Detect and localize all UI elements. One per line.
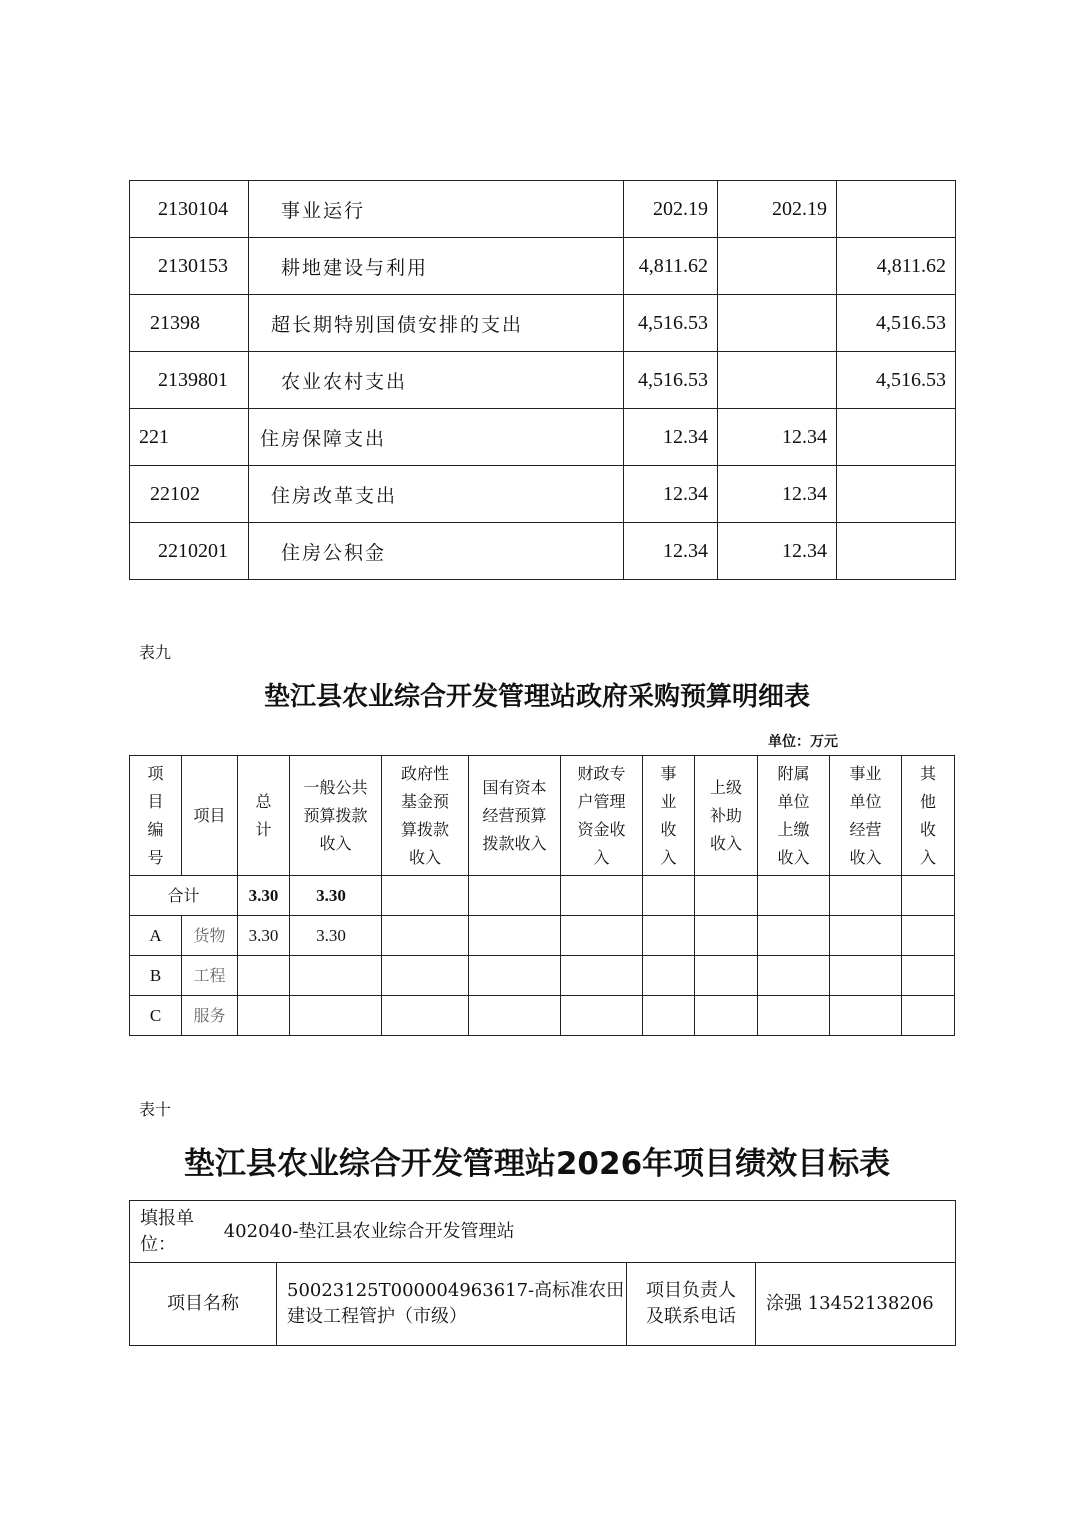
item-general: 3.30 bbox=[290, 916, 382, 956]
project-name-label: 项目名称 bbox=[130, 1263, 277, 1346]
empty-cell bbox=[830, 956, 902, 996]
subject-name: 农业农村支出 bbox=[249, 352, 624, 409]
empty-cell bbox=[643, 916, 695, 956]
general-value bbox=[718, 238, 837, 295]
empty-cell bbox=[695, 956, 758, 996]
column-header: 项目 bbox=[182, 756, 238, 876]
item-code: C bbox=[130, 996, 182, 1036]
total-value: 4,516.53 bbox=[624, 295, 718, 352]
empty-cell bbox=[902, 956, 955, 996]
empty-cell bbox=[695, 916, 758, 956]
table-row bbox=[130, 352, 956, 409]
column-header: 国有资本 经营预算 拨款收入 bbox=[469, 756, 561, 876]
other-value: 4,516.53 bbox=[837, 295, 956, 352]
subject-code: 22102 bbox=[130, 466, 249, 523]
empty-cell bbox=[382, 916, 469, 956]
table-row bbox=[130, 295, 956, 352]
unit-field-label: 填报单 位： bbox=[140, 1207, 194, 1255]
unit-field-value: 402040-垫江县农业综合开发管理站 bbox=[223, 1220, 515, 1242]
total-value: 12.34 bbox=[624, 466, 718, 523]
manager-label: 项目负责人 及联系电话 bbox=[627, 1263, 756, 1346]
table-row bbox=[130, 916, 955, 956]
subject-code: 2210201 bbox=[130, 523, 249, 580]
empty-cell bbox=[830, 996, 902, 1036]
table-row bbox=[130, 996, 955, 1036]
table10-title: 垫江县农业综合开发管理站2026年项目绩效目标表 bbox=[183, 1146, 891, 1182]
subject-name: 住房保障支出 bbox=[249, 409, 624, 466]
item-total: 3.30 bbox=[238, 916, 290, 956]
manager-value: 涂强 13452138206 bbox=[756, 1263, 956, 1346]
subject-code: 21398 bbox=[130, 295, 249, 352]
general-value: 202.19 bbox=[718, 181, 837, 238]
general-value bbox=[718, 295, 837, 352]
empty-cell bbox=[830, 916, 902, 956]
item-code: B bbox=[130, 956, 182, 996]
column-header: 事 业 收 入 bbox=[643, 756, 695, 876]
table-row bbox=[130, 466, 956, 523]
subject-code: 2139801 bbox=[130, 352, 249, 409]
total-value: 4,811.62 bbox=[624, 238, 718, 295]
general-value: 12.34 bbox=[718, 523, 837, 580]
empty-cell bbox=[561, 916, 643, 956]
total-value: 4,516.53 bbox=[624, 352, 718, 409]
total-row bbox=[130, 876, 955, 916]
empty-cell bbox=[902, 996, 955, 1036]
total-general: 3.30 bbox=[290, 876, 382, 916]
subject-name: 住房公积金 bbox=[249, 523, 624, 580]
column-header: 一般公共 预算拨款 收入 bbox=[290, 756, 382, 876]
other-value bbox=[837, 181, 956, 238]
other-value bbox=[837, 409, 956, 466]
empty-cell bbox=[758, 996, 830, 1036]
item-general bbox=[290, 956, 382, 996]
column-header: 其 他 收 入 bbox=[902, 756, 955, 876]
table9-label: 表九 bbox=[139, 643, 172, 662]
subject-code: 2130153 bbox=[130, 238, 249, 295]
other-value bbox=[837, 523, 956, 580]
column-header: 政府性 基金预 算拨款 收入 bbox=[382, 756, 469, 876]
expenditure-table-continued bbox=[129, 180, 956, 580]
total-value: 12.34 bbox=[624, 409, 718, 466]
empty-cell bbox=[902, 916, 955, 956]
table-row bbox=[130, 181, 956, 238]
subject-code: 2130104 bbox=[130, 181, 249, 238]
subject-code: 221 bbox=[130, 409, 249, 466]
empty-cell bbox=[561, 956, 643, 996]
table-row bbox=[130, 238, 956, 295]
empty-cell bbox=[758, 956, 830, 996]
total-total: 3.30 bbox=[238, 876, 290, 916]
empty-cell bbox=[469, 916, 561, 956]
column-header: 项 目 编 号 bbox=[130, 756, 182, 876]
column-header: 上级 补助 收入 bbox=[695, 756, 758, 876]
item-total bbox=[238, 996, 290, 1036]
empty-cell bbox=[382, 996, 469, 1036]
performance-target-table bbox=[129, 1200, 956, 1346]
empty-cell bbox=[643, 996, 695, 1036]
general-value bbox=[718, 352, 837, 409]
column-header: 总 计 bbox=[238, 756, 290, 876]
item-name: 服务 bbox=[182, 996, 238, 1036]
empty-cell bbox=[382, 956, 469, 996]
empty-cell bbox=[469, 956, 561, 996]
total-value: 12.34 bbox=[624, 523, 718, 580]
table10-label: 表十 bbox=[139, 1100, 172, 1119]
column-header: 事业 单位 经营 收入 bbox=[830, 756, 902, 876]
subject-name: 超长期特别国债安排的支出 bbox=[249, 295, 624, 352]
other-value bbox=[837, 466, 956, 523]
item-general bbox=[290, 996, 382, 1036]
empty-cell bbox=[469, 996, 561, 1036]
empty-cell bbox=[758, 916, 830, 956]
table-row bbox=[130, 523, 956, 580]
other-value: 4,811.62 bbox=[837, 238, 956, 295]
table-row bbox=[130, 409, 956, 466]
item-name: 工程 bbox=[182, 956, 238, 996]
procurement-budget-table bbox=[129, 755, 955, 1036]
item-name: 货物 bbox=[182, 916, 238, 956]
column-header: 附属 单位 上缴 收入 bbox=[758, 756, 830, 876]
general-value: 12.34 bbox=[718, 466, 837, 523]
column-header: 财政专 户管理 资金收 入 bbox=[561, 756, 643, 876]
unit-row bbox=[130, 1201, 956, 1263]
general-value: 12.34 bbox=[718, 409, 837, 466]
total-value: 202.19 bbox=[624, 181, 718, 238]
project-name-value: 50023125T000004963617-高标准农田 建设工程管护（市级） bbox=[277, 1263, 627, 1346]
subject-name: 事业运行 bbox=[249, 181, 624, 238]
item-code: A bbox=[130, 916, 182, 956]
empty-cell bbox=[643, 956, 695, 996]
subject-name: 耕地建设与利用 bbox=[249, 238, 624, 295]
table-row bbox=[130, 956, 955, 996]
total-label: 合计 bbox=[130, 876, 238, 916]
subject-name: 住房改革支出 bbox=[249, 466, 624, 523]
empty-cell bbox=[561, 996, 643, 1036]
unit-label: 单位：万元 bbox=[768, 734, 838, 750]
other-value: 4,516.53 bbox=[837, 352, 956, 409]
table9-title: 垫江县农业综合开发管理站政府采购预算明细表 bbox=[263, 682, 810, 712]
item-total bbox=[238, 956, 290, 996]
empty-cell bbox=[695, 996, 758, 1036]
